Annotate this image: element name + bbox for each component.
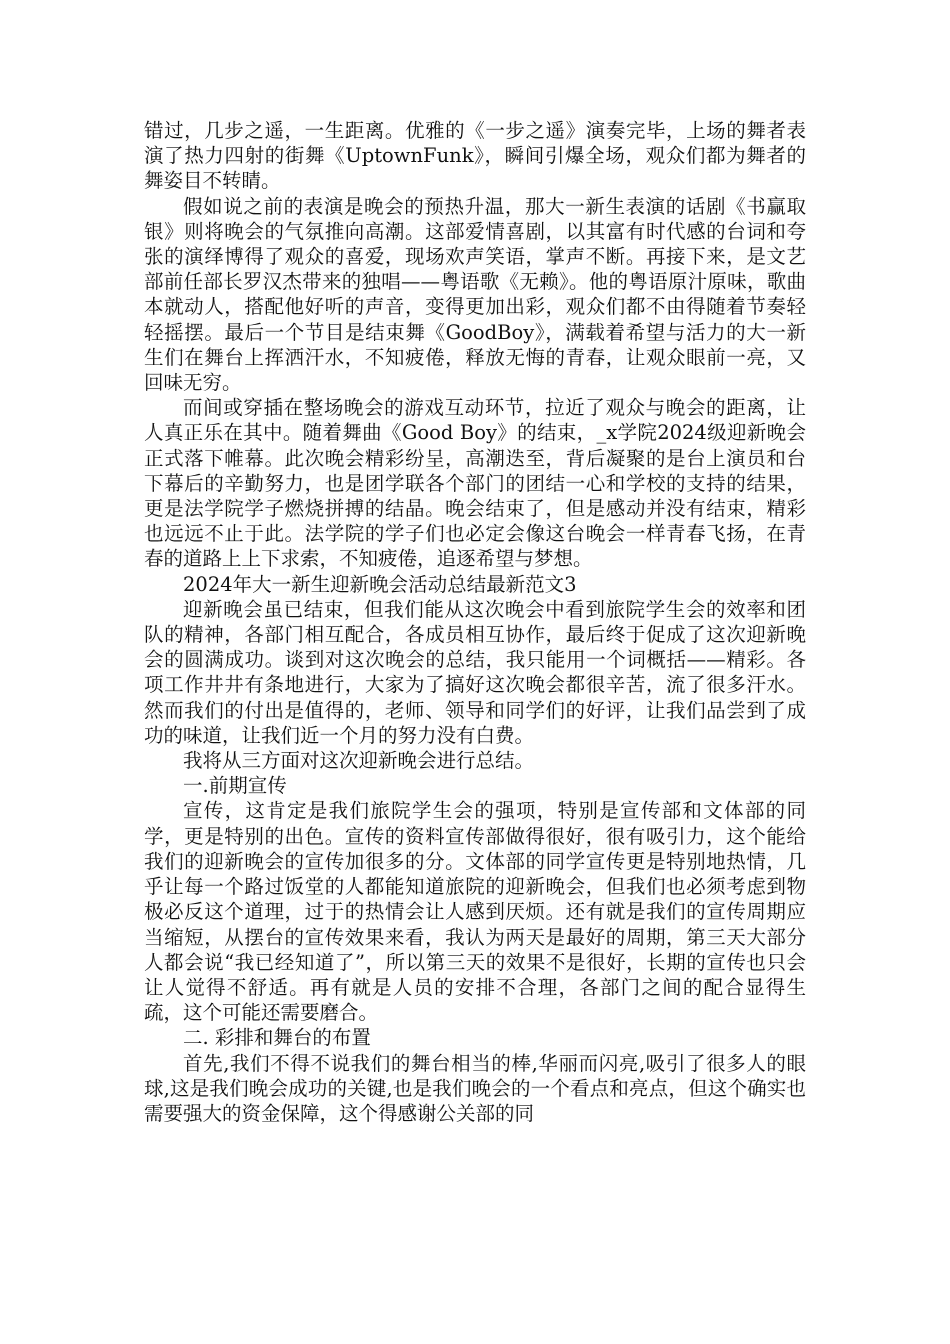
paragraph-1: 错过，几步之遥，一生距离。优雅的《一步之遥》演奏完毕，上场的舞者表演了热力四射的街舞《UptownFunk》，瞬间引爆全场，观众们都为舞者的舞姿目不转睛。: [144, 119, 806, 193]
paragraph-2: 假如说之前的表演是晚会的预热升温，那大一新生表演的话剧《书赢取银》则将晚会的气氛推向高潮。这部爱情喜剧，以其富有时代感的台词和夸张的演绎博得了观众的喜爱，现场欢声笑语，掌声不断。再接下来，是文艺部前任部长罗汉杰带来的独唱——粤语歌《无赖》。他的粤语原汁原味，歌曲本就动人，搭配他好听的声音，变得更加出彩，观众们都不由得随着节奏轻轻摇摆。最后一个节目是结束舞《GoodBoy》，满载着希望与活力的大一新生们在舞台上挥洒汗水，不知疲倦，释放无悔的青春，让观众眼前一亮，又回味无穷。: [144, 194, 806, 395]
paragraph-6: 宣传，这肯定是我们旅院学生会的强项，特别是宣传部和文体部的同学，更是特别的出色。宣传的资料宣传部做得很好，很有吸引力，这个能给我们的迎新晚会的宣传加很多的分。文体部的同学宣传更是特别地热情，几乎让每一个路过饭堂的人都能知道旅院的迎新晚会，但我们也必须考虑到物极必反这个道理，过于的热情会让人感到厌烦。还有就是我们的宣传周期应当缩短，从摆台的宣传效果来看，我认为两天是最好的周期，第三天大部分人都会说“我已经知道了”，所以第三天的效果不是很好，长期的宣传也只会让人觉得不舒适。再有就是人员的安排不合理，各部门之间的配合显得生疏，这个可能还需要磨合。: [144, 799, 806, 1025]
paragraph-7: 首先,我们不得不说我们的舞台相当的棒,华丽而闪亮,吸引了很多人的眼球,这是我们晚会成功的关键,也是我们晚会的一个看点和亮点，但这个确实也需要强大的资金保障，这个得感谢公关部的同: [144, 1051, 806, 1125]
paragraph-3: 而间或穿插在整场晚会的游戏互动环节，拉近了观众与晚会的距离，让人真正乐在其中。随着舞曲《Good Boy》的结束，_x学院2024级迎新晚会正式落下帷幕。此次晚会精彩纷呈，高潮迭至，背后凝聚的是台上演员和台下幕后的辛勤努力，也是团学联各个部门的团结一心和学校的支持的结果，更是法学院学子燃烧拼搏的结晶。晚会结束了，但是感动并没有结束，精彩也远远不止于此。法学院的学子们也必定会像这台晚会一样青春飞扬，在青春的道路上上下求索，不知疲倦，追逐希望与梦想。: [144, 396, 806, 571]
paragraph-5: 我将从三方面对这次迎新晚会进行总结。: [183, 749, 535, 773]
heading-1: 一.前期宣传: [183, 774, 287, 798]
paragraph-4: 迎新晚会虽已结束，但我们能从这次晚会中看到旅院学生会的效率和团队的精神，各部门相互配合，各成员相互协作，最后终于促成了这次迎新晚会的圆满成功。谈到对这次晚会的总结，我只能用一个词概括——精彩。各项工作井井有条地进行，大家为了搞好这次晚会都很辛苦，流了很多汗水。然而我们的付出是值得的，老师、领导和同学们的好评，让我们品尝到了成功的味道，让我们近一个月的努力没有白费。: [144, 597, 806, 747]
heading-2: 二. 彩排和舞台的布置: [183, 1026, 371, 1050]
section-title: 2024年大一新生迎新晚会活动总结最新范文3: [183, 572, 577, 596]
document-body: [144, 118, 806, 1126]
